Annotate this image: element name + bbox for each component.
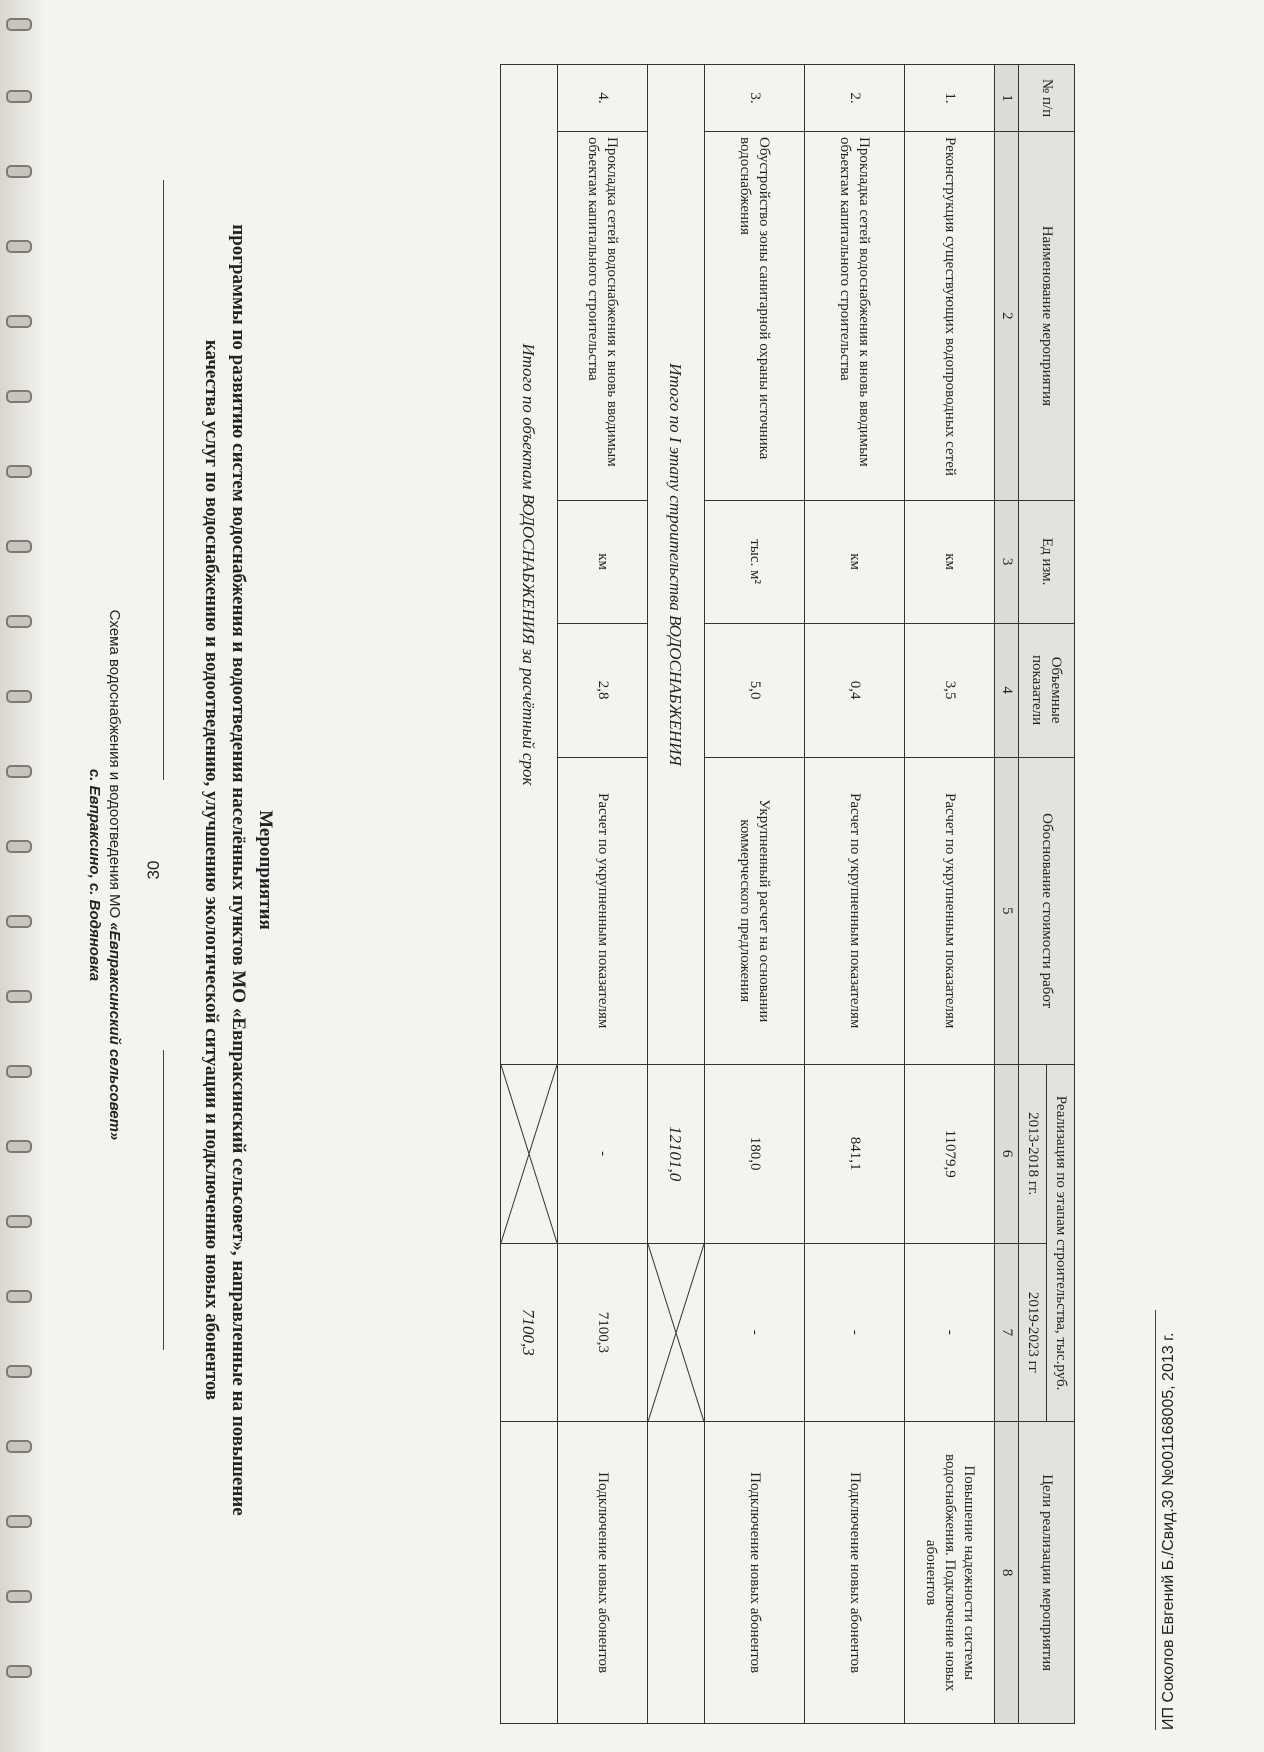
column-number: 6 (995, 1064, 1019, 1243)
row-stage-2: 7100,3 (558, 1243, 648, 1422)
column-number: 3 (995, 500, 1019, 623)
header-line-1 (104, 150, 124, 1600)
subtotal-label: Итого по I этапу строительства ВОДОСНАБЖЕНИЯ (648, 65, 705, 1065)
column-number: 4 (995, 623, 1019, 757)
row-stage-1: 841,1 (805, 1064, 905, 1243)
crossed-out-cell (648, 1243, 705, 1422)
column-number: 5 (995, 757, 1019, 1064)
header-volume: Объемные показатели (1019, 623, 1075, 757)
crossed-out-cell (501, 1064, 558, 1243)
row-num: 3. (705, 65, 805, 132)
header-stage-2: 2019-2023 гг (1019, 1243, 1047, 1422)
page-number: 30 (144, 860, 163, 880)
subtotal-stage-1: 12101,0 (648, 1064, 705, 1243)
row-volume: 0,4 (805, 623, 905, 757)
cross-mark (501, 1065, 557, 1243)
header-basis: Обоснование стоимости работ (1019, 757, 1075, 1064)
subtotal-goal-empty (648, 1422, 705, 1724)
total-goal-empty (501, 1422, 558, 1724)
row-unit: тыс. м² (705, 500, 805, 623)
row-basis: Расчет по укрупненным показателям (558, 757, 648, 1064)
row-basis: Расчет по укрупненным показателям (905, 757, 995, 1064)
header-line-2 (84, 150, 104, 1600)
row-unit: км (805, 500, 905, 623)
row-stage-1: 180,0 (705, 1064, 805, 1243)
header-villages: с. Евпраксино, с. Водяновка (86, 768, 103, 982)
header-name: Наименование мероприятия (1019, 132, 1075, 501)
header-org-name: «Евпраксинский сельсовет» (106, 922, 123, 1141)
total-row (501, 65, 558, 1724)
row-name: Реконструкция существующих водопроводных сетей (905, 132, 995, 501)
row-goal: Повышение надежности системы водоснабжения. Подключение новых абонентов (905, 1422, 995, 1724)
row-stage-1: - (558, 1064, 648, 1243)
row-name: Прокладка сетей водоснабжения к вновь вводимым объектам капитального строительства (558, 132, 648, 501)
column-number: 2 (995, 132, 1019, 501)
row-unit: км (905, 500, 995, 623)
row-goal: Подключение новых абонентов (705, 1422, 805, 1724)
header-stage-1: 2013-2018 гг. (1019, 1064, 1047, 1243)
header-rule-right (163, 1050, 164, 1350)
measures-table (500, 64, 1075, 1724)
header-stages: Реализация по этапам строительства, тыс.руб. (1047, 1064, 1075, 1421)
total-stage-2: 7100,3 (501, 1243, 558, 1422)
header-rule-left (163, 180, 164, 780)
header-goals: Цели реализации мероприятия (1019, 1422, 1075, 1724)
row-volume: 5,0 (705, 623, 805, 757)
table-row (905, 65, 995, 1724)
subtotal-row (648, 65, 705, 1724)
row-num: 4. (558, 65, 648, 132)
column-number: 8 (995, 1422, 1019, 1724)
page-header (84, 150, 124, 1600)
title-line-2: программы по развитию систем водоснабжения и водоотведения населённых пунктов МО «Евпраксинский сельсовет», направленные на повышение (228, 224, 249, 1516)
cross-mark (648, 1244, 704, 1422)
row-volume: 2,8 (558, 623, 648, 757)
row-stage-1: 11079,9 (905, 1064, 995, 1243)
total-label: Итого по объектам ВОДОСНАБЖЕНИЯ за расчётный срок (501, 65, 558, 1065)
row-goal: Подключение новых абонентов (805, 1422, 905, 1724)
row-num: 1. (905, 65, 995, 132)
row-basis: Расчет по укрупненным показателям (805, 757, 905, 1064)
table-row (558, 65, 648, 1724)
row-name: Обустройство зоны санитарной охраны источника водоснабжения (705, 132, 805, 501)
title-line-3: качества услуг по водоснабжению и водоотведению, улучшению экологической ситуации и подключению новых абонентов (201, 339, 222, 1401)
title-line-1: Мероприятия (255, 810, 276, 930)
row-goal: Подключение новых абонентов (558, 1422, 648, 1724)
column-number: 7 (995, 1243, 1019, 1422)
column-number: 1 (995, 65, 1019, 132)
row-num: 2. (805, 65, 905, 132)
row-name: Прокладка сетей водоснабжения к вновь вводимым объектам капитального строительства (805, 132, 905, 501)
table-row (805, 65, 905, 1724)
row-basis: Укрупненный расчет на основании коммерческого предложения (705, 757, 805, 1064)
table-row (705, 65, 805, 1724)
document-title (198, 90, 279, 1650)
row-volume: 3,5 (905, 623, 995, 757)
column-number-row (995, 65, 1019, 1724)
footer-text: ИП Соколов Евгений Б./Свид.30 №001168005, 2013 г. (1155, 1310, 1178, 1730)
row-stage-2: - (705, 1243, 805, 1422)
header-text: Схема водоснабжения и водоотведения МО (106, 609, 123, 923)
header-unit: Ед изм. (1019, 500, 1075, 623)
row-stage-2: - (805, 1243, 905, 1422)
row-unit: км (558, 500, 648, 623)
header-num: № п/п (1019, 65, 1075, 132)
row-stage-2: - (905, 1243, 995, 1422)
